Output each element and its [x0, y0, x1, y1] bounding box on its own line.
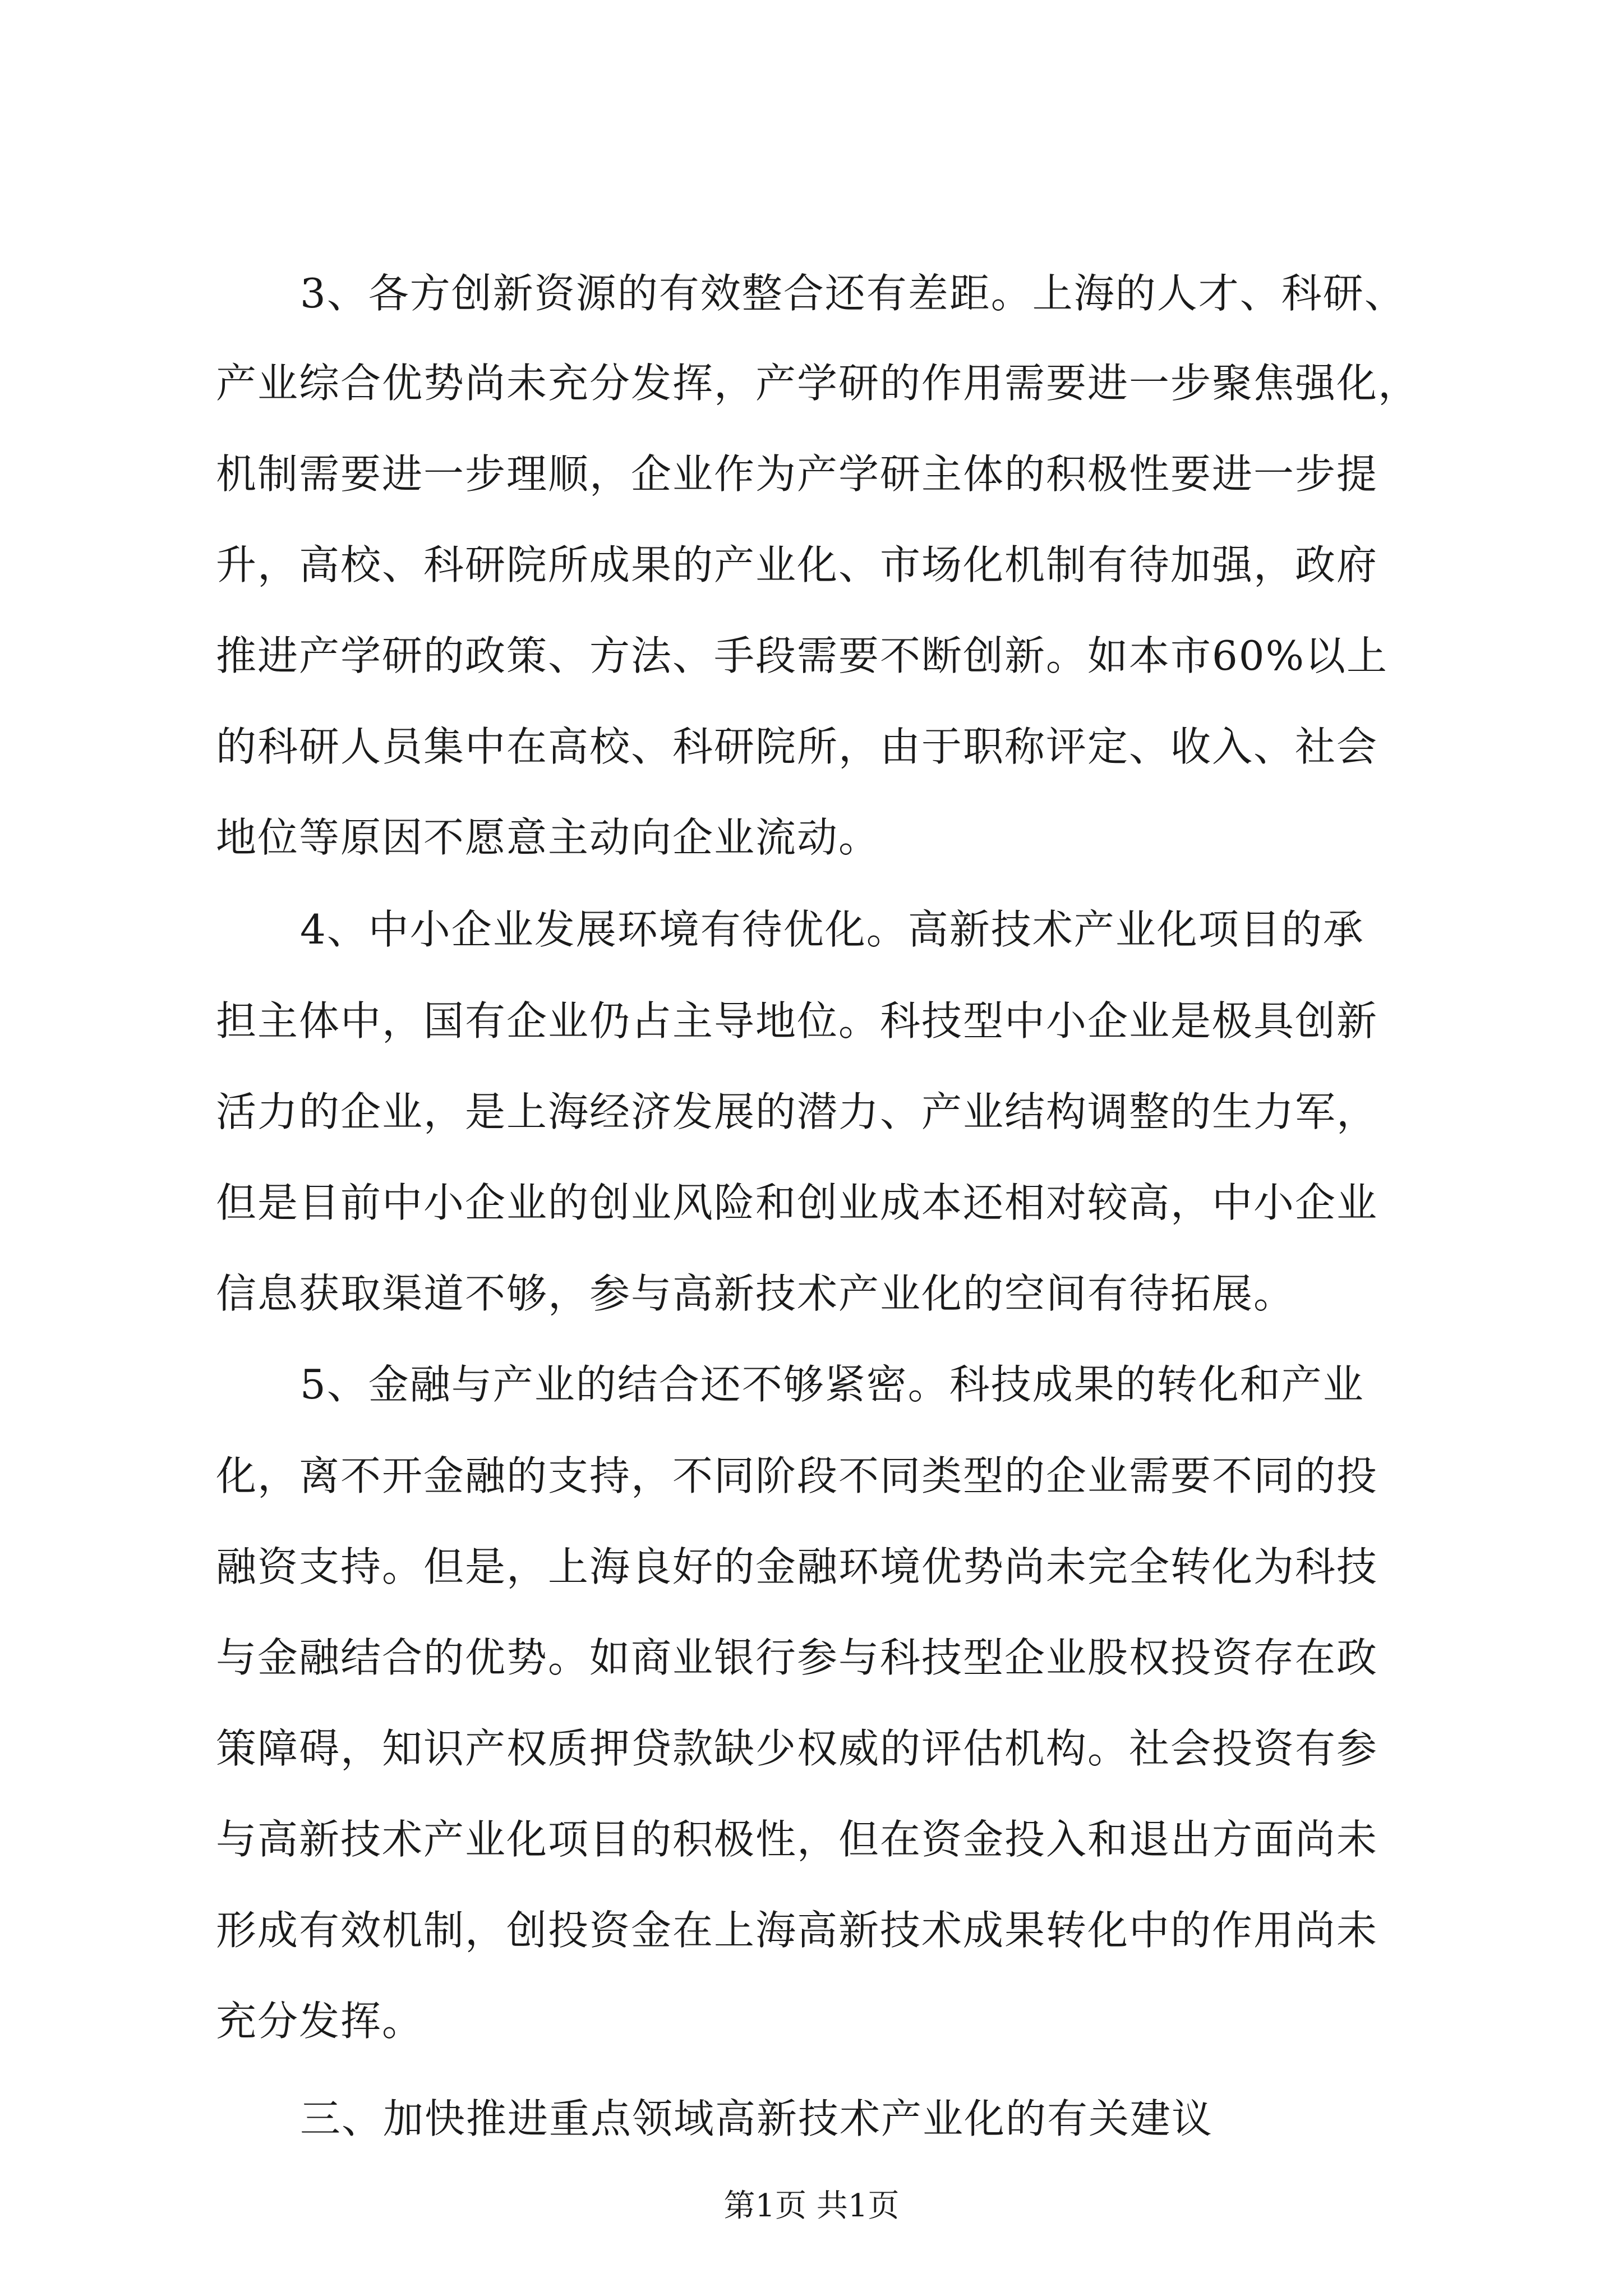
- paragraph-5-line-1: 5、金融与产业的结合还不够紧密。科技成果的转化和产业: [300, 1361, 1364, 1408]
- paragraph-5-line-8: 充分发挥。: [216, 1998, 424, 2045]
- paragraph-3-line-4: 升，高校、科研院所成果的产业化、市场化机制有待加强，政府: [216, 541, 1378, 588]
- page-footer: 第1页 共1页: [723, 2188, 900, 2224]
- paragraph-3-line-2: 产业综合优势尚未充分发挥，产学研的作用需要进一步聚焦强化，: [216, 360, 1420, 407]
- paragraph-3-line-5: 推进产学研的政策、方法、手段需要不断创新。如本市60%以上: [216, 632, 1389, 679]
- paragraph-5-line-3: 融资支持。但是，上海良好的金融环境优势尚未完全转化为科技: [216, 1543, 1378, 1590]
- paragraph-3-line-1: 3、各方创新资源的有效整合还有差距。上海的人才、科研、: [300, 270, 1406, 317]
- paragraph-4-line-3: 活力的企业，是上海经济发展的潜力、产业结构调整的生力军，: [216, 1088, 1378, 1135]
- paragraph-5-line-4: 与金融结合的优势。如商业银行参与科技型企业股权投资存在政: [216, 1634, 1378, 1681]
- paragraph-4-line-5: 信息获取渠道不够，参与高新技术产业化的空间有待拓展。: [216, 1270, 1295, 1317]
- paragraph-5-line-6: 与高新技术产业化项目的积极性，但在资金投入和退出方面尚未: [216, 1816, 1378, 1863]
- paragraph-3-line-3: 机制需要进一步理顺，企业作为产学研主体的积极性要进一步提: [216, 450, 1378, 498]
- paragraph-5-line-7: 形成有效机制，创投资金在上海高新技术成果转化中的作用尚未: [216, 1907, 1378, 1954]
- paragraph-4-line-4: 但是目前中小企业的创业风险和创业成本还相对较高，中小企业: [216, 1179, 1378, 1226]
- paragraph-4-line-2: 担主体中，国有企业仍占主导地位。科技型中小企业是极具创新: [216, 997, 1378, 1045]
- paragraph-5-line-5: 策障碍，知识产权质押贷款缺少权威的评估机构。社会投资有参: [216, 1725, 1378, 1772]
- section-heading: 三、加快推进重点领域高新技术产业化的有关建议: [300, 2095, 1214, 2142]
- paragraph-4-line-1: 4、中小企业发展环境有待优化。高新技术产业化项目的承: [300, 906, 1364, 953]
- paragraph-3-line-6: 的科研人员集中在高校、科研院所，由于职称评定、收入、社会: [216, 723, 1378, 770]
- paragraph-5-line-2: 化，离不开金融的支持，不同阶段不同类型的企业需要不同的投: [216, 1452, 1378, 1499]
- paragraph-3-line-7: 地位等原因不愿意主动向企业流动。: [216, 814, 880, 861]
